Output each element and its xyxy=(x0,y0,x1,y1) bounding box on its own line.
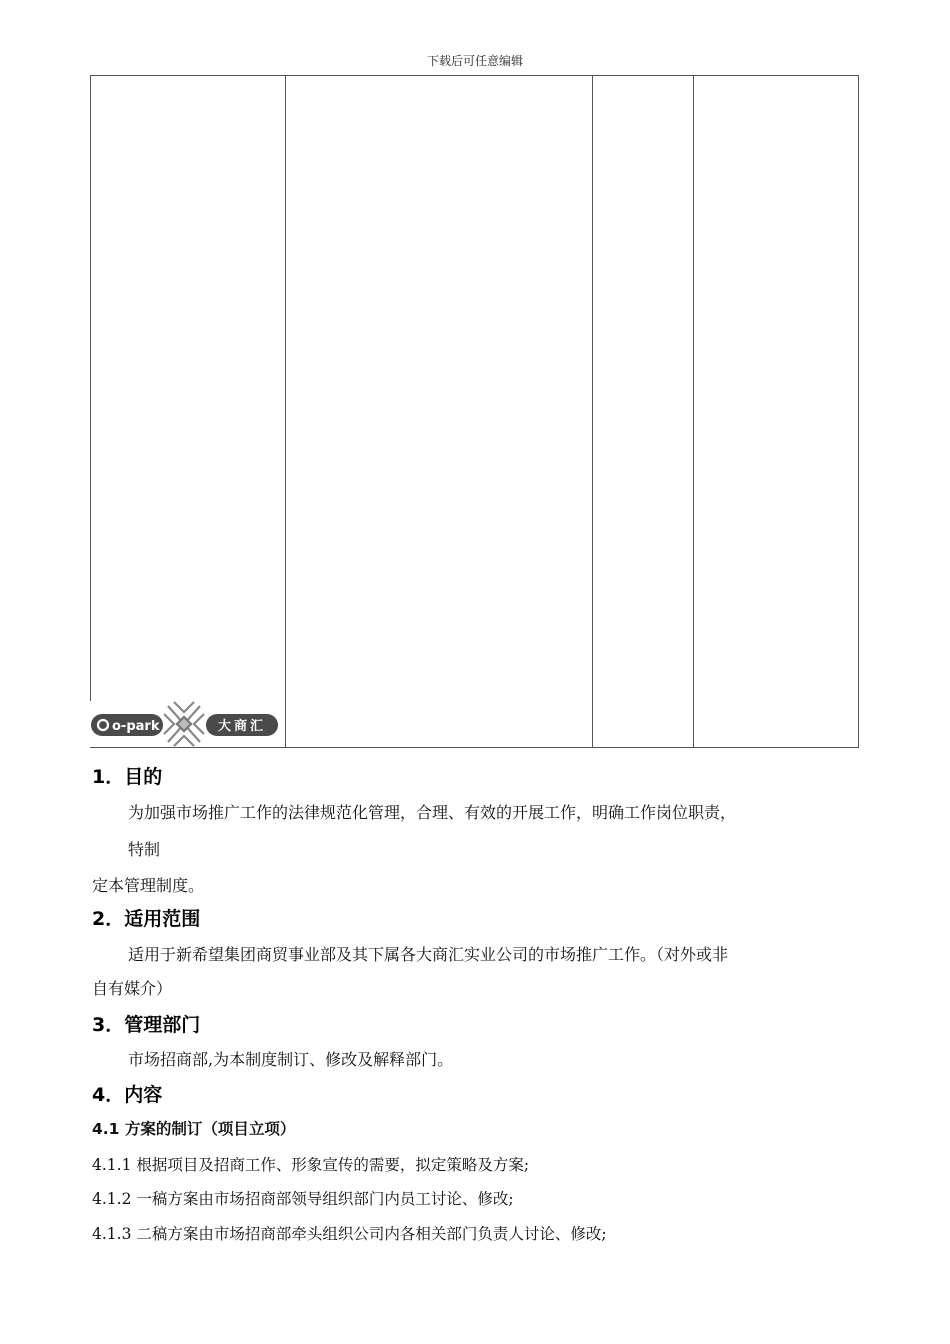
purpose-text-line2: 特制 xyxy=(128,840,161,859)
section-heading-content: 4．内容 xyxy=(92,1084,163,1106)
department-text: 市场招商部,为本制度制订、修改及解释部门。 xyxy=(128,1050,454,1069)
section-heading-scope: 2．适用范围 xyxy=(92,908,201,930)
table-left-border xyxy=(90,76,91,701)
content-item: 4.1.2 一稿方案由市场招商部领导组织部门内员工讨论、修改; xyxy=(92,1190,514,1208)
blank-table xyxy=(90,75,859,748)
table-column-divider xyxy=(693,76,694,747)
table-column-divider xyxy=(285,76,286,747)
table-column-divider xyxy=(592,76,593,747)
scope-text-line1: 适用于新希望集团商贸事业部及其下属各大商汇实业公司的市场推广工作。（对外或非 xyxy=(128,945,729,964)
logo-left-text: o-park xyxy=(112,719,160,734)
logo-right-text: 大商汇 xyxy=(218,719,267,734)
header-note: 下载后可任意编辑 xyxy=(426,54,523,68)
section-heading-purpose: 1．目的 xyxy=(92,766,163,788)
purpose-text-line1: 为加强市场推广工作的法律规范化管理，合理、有效的开展工作，明确工作岗位职责， xyxy=(128,803,737,822)
content-item: 4.1.3 二稿方案由市场招商部牵头组织公司内各相关部门负责人讨论、修改; xyxy=(92,1225,607,1243)
opark-logo xyxy=(90,700,280,748)
content-sub-heading: 4.1 方案的制订（项目立项） xyxy=(92,1120,296,1138)
scope-text-line2: 自有媒介） xyxy=(92,979,173,998)
section-heading-department: 3．管理部门 xyxy=(92,1014,201,1036)
content-item: 4.1.1 根据项目及招商工作、形象宣传的需要，拟定策略及方案; xyxy=(92,1156,530,1174)
purpose-text-line3: 定本管理制度。 xyxy=(92,876,205,895)
logo-emblem-icon xyxy=(164,702,204,746)
